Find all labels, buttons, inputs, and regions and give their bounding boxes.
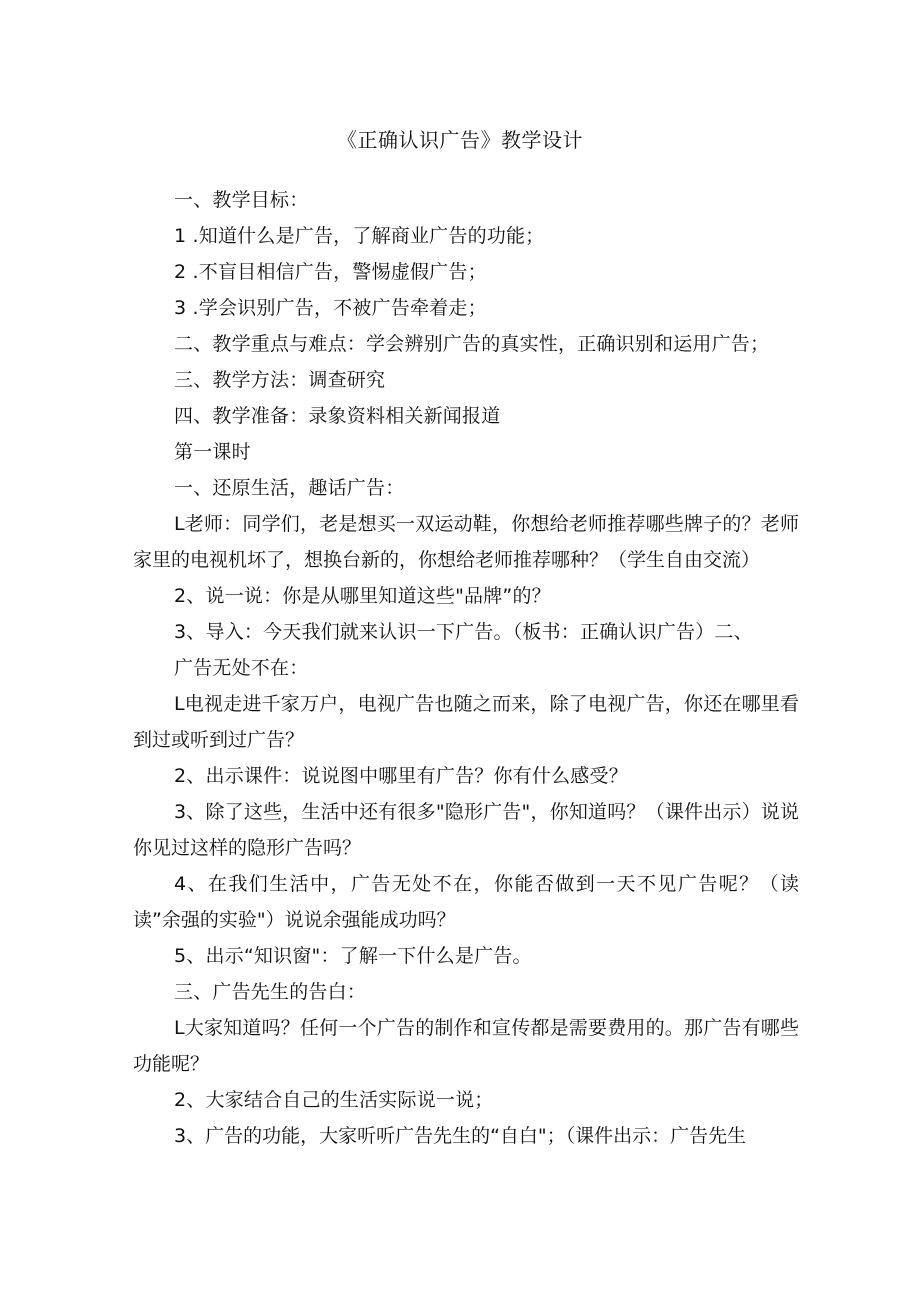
paragraph-hidden-ads: 3、除了这些，生活中还有很多"隐形广告"，你知道吗？（课件出示）说说你见过这样的隐形广告吗？	[133, 801, 799, 859]
document-title: 《正确认识广告》教学设计	[337, 128, 583, 152]
paragraph-show-courseware: 2、出示课件：说说图中哪里有广告？你有什么感受？	[174, 765, 628, 787]
paragraph-key-points: 二、教学重点与难点：学会辨别广告的真实性，正确识别和运用广告；	[174, 333, 770, 355]
document-body	[133, 182, 799, 1154]
paragraph-first-lesson: 第一课时	[174, 441, 251, 463]
paragraph-teaching-preparation: 四、教学准备：录象资料相关新闻报道	[174, 405, 501, 427]
paragraph-discuss-life: 2、大家结合自己的生活实际说一说；	[174, 1089, 494, 1111]
paragraph-section-1-heading: 一、还原生活，趣话广告：	[174, 477, 405, 499]
paragraph-teaching-method: 三、教学方法：调查研究	[174, 369, 386, 391]
paragraph-teacher-question: L老师：同学们，老是想买一双运动鞋，你想给老师推荐哪些牌子的？老师家里的电视机坏了，想换台新的，你想给老师推荐哪种？（学生自由交流）	[133, 513, 799, 571]
paragraph-yuqiang-experiment: 4、在我们生活中，广告无处不在，你能否做到一天不见广告呢？（读读”余强的实验"）说说余强能成功吗？	[133, 873, 799, 931]
paragraph-ad-cost: L大家知道吗？任何一个广告的制作和宣传都是需要费用的。那广告有哪些功能呢？	[133, 1017, 799, 1075]
paragraph-goal-2: 2 .不盲目相信广告，警惕虚假广告；	[174, 261, 487, 283]
paragraph-teaching-goals-heading: 一、教学目标：	[174, 189, 309, 211]
paragraph-goal-1: 1 .知道什么是广告，了解商业广告的功能；	[174, 225, 545, 247]
paragraph-ads-everywhere-heading: 广告无处不在：	[174, 657, 309, 679]
paragraph-section-3-heading: 三、广告先生的告白：	[174, 981, 367, 1003]
paragraph-ad-functions: 3、广告的功能，大家听听广告先生的“自白"；（课件出示：广告先生	[174, 1125, 747, 1147]
paragraph-introduction: 3、导入：今天我们就来认识一下广告。（板书：正确认识广告）二、	[174, 621, 753, 643]
paragraph-tv-ads: L电视走进千家万户，电视广告也随之而来，除了电视广告，你还在哪里看到过或听到过广告？	[133, 693, 799, 751]
paragraph-say-brands: 2、说一说：你是从哪里知道这些"品牌”的？	[174, 585, 551, 607]
paragraph-goal-3: 3 .学会识别广告，不被广告牵着走；	[174, 297, 487, 319]
paragraph-knowledge-window: 5、出示“知识窗"：了解一下什么是广告。	[174, 945, 532, 967]
